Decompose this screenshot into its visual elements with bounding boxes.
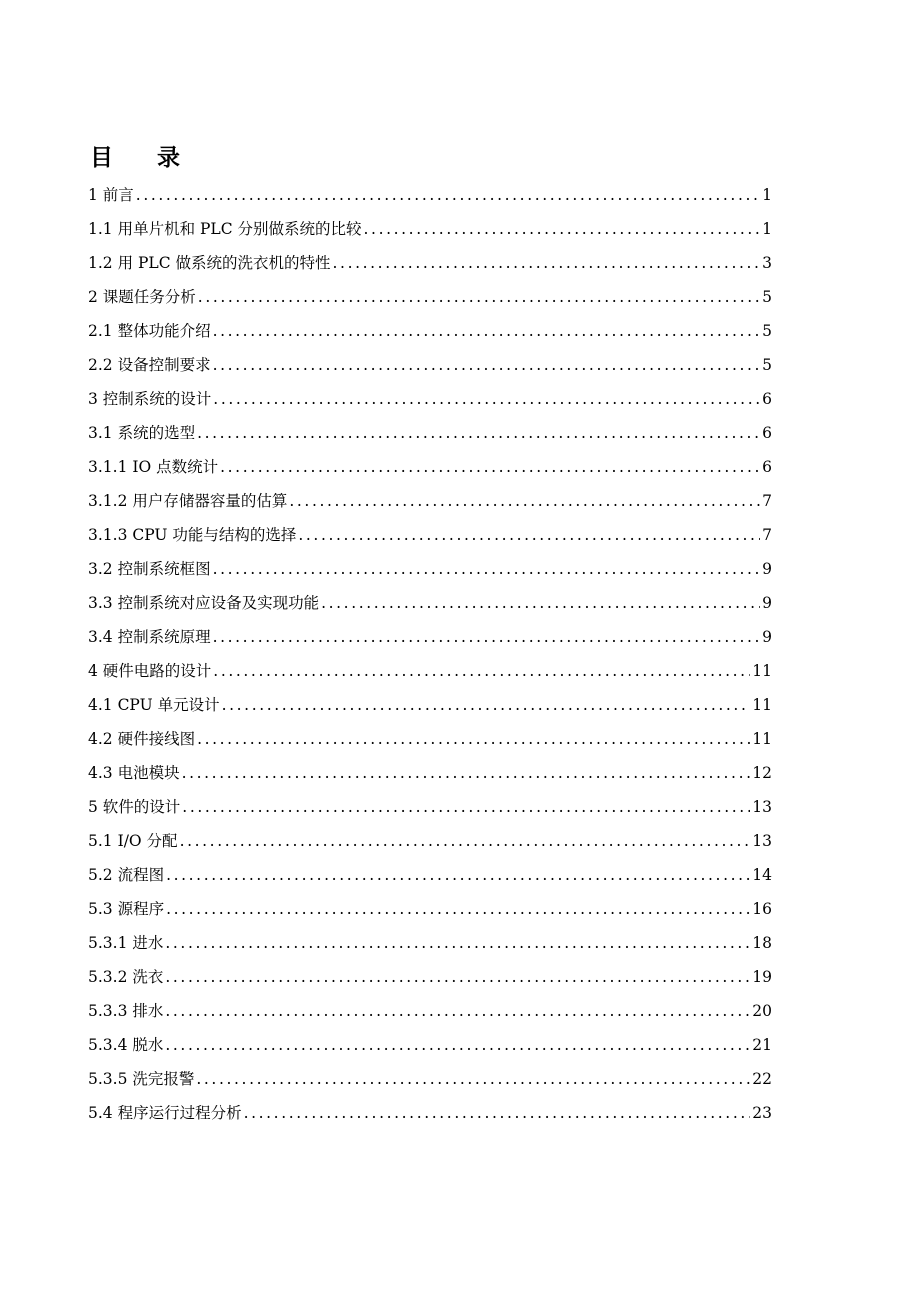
toc-entry-label: 5.4 程序运行过程分析	[88, 1104, 242, 1122]
toc-entry[interactable]	[88, 994, 772, 1028]
toc-entry-page-number: 19	[752, 968, 772, 986]
toc-entry[interactable]	[88, 518, 772, 552]
toc-entry[interactable]	[88, 314, 772, 348]
toc-entry-page-number: 5	[762, 356, 772, 374]
toc-entry-page-number: 3	[762, 254, 772, 272]
toc-entry[interactable]	[88, 246, 772, 280]
toc-entry-label: 5.3.2 洗衣	[88, 968, 164, 986]
toc-dot-leader	[198, 280, 760, 314]
toc-entry[interactable]	[88, 688, 772, 722]
toc-entry-page-number: 6	[762, 458, 772, 476]
toc-entry[interactable]	[88, 620, 772, 654]
toc-entry[interactable]	[88, 926, 772, 960]
toc-entry[interactable]	[88, 654, 772, 688]
toc-entry-page-number: 6	[762, 424, 772, 442]
toc-entry[interactable]	[88, 824, 772, 858]
toc-entry-page-number: 5	[762, 322, 772, 340]
toc-entry-label: 1.2 用 PLC 做系统的洗衣机的特性	[88, 254, 331, 272]
toc-entry[interactable]	[88, 1096, 772, 1130]
toc-entry-label: 4 硬件电路的设计	[88, 662, 212, 680]
toc-dot-leader	[182, 756, 751, 790]
toc-entry-page-number: 11	[752, 662, 772, 680]
toc-entry-label: 5.3 源程序	[88, 900, 165, 918]
toc-entry-label: 3.1.2 用户存储器容量的估算	[88, 492, 288, 510]
toc-dot-leader	[220, 450, 760, 484]
toc-entry[interactable]	[88, 858, 772, 892]
toc-entry-page-number: 21	[752, 1036, 772, 1054]
toc-dot-leader	[244, 1096, 751, 1130]
toc-dot-leader	[166, 892, 750, 926]
toc-entry[interactable]	[88, 586, 772, 620]
toc-entry-label: 4.2 硬件接线图	[88, 730, 196, 748]
toc-entry-label: 3.4 控制系统原理	[88, 628, 211, 646]
toc-dot-leader	[180, 824, 751, 858]
toc-entry-label: 5.3.4 脱水	[88, 1036, 164, 1054]
toc-entry[interactable]	[88, 280, 772, 314]
toc-entry-page-number: 12	[752, 764, 772, 782]
toc-entry-page-number: 22	[752, 1070, 772, 1088]
toc-entry[interactable]	[88, 178, 772, 212]
toc-entry-label: 5.3.3 排水	[88, 1002, 164, 1020]
toc-list	[88, 178, 772, 1130]
toc-dot-leader	[213, 552, 761, 586]
toc-entry[interactable]	[88, 960, 772, 994]
toc-entry-label: 3 控制系统的设计	[88, 390, 212, 408]
toc-title: 目 录	[90, 145, 199, 171]
toc-entry-page-number: 9	[762, 560, 772, 578]
toc-entry[interactable]	[88, 484, 772, 518]
toc-dot-leader	[197, 416, 760, 450]
toc-entry-page-number: 1	[762, 220, 772, 238]
toc-entry[interactable]	[88, 892, 772, 926]
toc-entry-page-number: 11	[752, 730, 772, 748]
toc-dot-leader	[197, 722, 750, 756]
toc-dot-leader	[165, 1028, 750, 1062]
toc-dot-leader	[182, 790, 750, 824]
toc-entry-page-number: 13	[752, 798, 772, 816]
toc-dot-leader	[196, 1062, 750, 1096]
toc-dot-leader	[213, 314, 761, 348]
toc-entry-page-number: 16	[752, 900, 772, 918]
toc-entry-label: 2.2 设备控制要求	[88, 356, 211, 374]
toc-dot-leader	[289, 484, 760, 518]
toc-dot-leader	[165, 960, 750, 994]
toc-entry-page-number: 7	[762, 526, 772, 544]
toc-dot-leader	[298, 518, 760, 552]
toc-entry-page-number: 9	[762, 628, 772, 646]
toc-entry-page-number: 23	[752, 1104, 772, 1122]
toc-dot-leader	[213, 620, 761, 654]
toc-entry-label: 3.2 控制系统框图	[88, 560, 211, 578]
toc-dot-leader	[213, 382, 760, 416]
toc-entry-label: 3.1.1 IO 点数统计	[88, 458, 219, 476]
toc-entry[interactable]	[88, 382, 772, 416]
toc-dot-leader	[165, 994, 750, 1028]
toc-entry-page-number: 9	[762, 594, 772, 612]
toc-entry-label: 1 前言	[88, 186, 134, 204]
toc-entry[interactable]	[88, 212, 772, 246]
toc-entry-label: 2 课题任务分析	[88, 288, 196, 306]
toc-entry-page-number: 13	[752, 832, 772, 850]
toc-dot-leader	[166, 858, 750, 892]
toc-entry[interactable]	[88, 416, 772, 450]
toc-entry-label: 3.3 控制系统对应设备及实现功能	[88, 594, 320, 612]
toc-dot-leader	[333, 246, 761, 280]
toc-entry-label: 5.2 流程图	[88, 866, 165, 884]
toc-entry[interactable]	[88, 348, 772, 382]
toc-entry-page-number: 1	[762, 186, 772, 204]
toc-dot-leader	[364, 212, 761, 246]
toc-dot-leader	[213, 654, 750, 688]
toc-entry[interactable]	[88, 1028, 772, 1062]
toc-entry[interactable]	[88, 450, 772, 484]
toc-entry-page-number: 7	[762, 492, 772, 510]
toc-entry-label: 2.1 整体功能介绍	[88, 322, 211, 340]
toc-dot-leader	[222, 688, 751, 722]
toc-entry-page-number: 5	[762, 288, 772, 306]
toc-dot-leader	[213, 348, 761, 382]
toc-entry-page-number: 18	[752, 934, 772, 952]
toc-entry-page-number: 11	[752, 696, 772, 714]
toc-entry-label: 4.1 CPU 单元设计	[88, 696, 220, 714]
toc-entry[interactable]	[88, 756, 772, 790]
toc-entry-label: 5.3.5 洗完报警	[88, 1070, 195, 1088]
toc-entry-label: 5.1 I/O 分配	[88, 832, 178, 850]
toc-entry-label: 1.1 用单片机和 PLC 分别做系统的比较	[88, 220, 362, 238]
toc-entry[interactable]	[88, 722, 772, 756]
toc-entry-label: 4.3 电池模块	[88, 764, 180, 782]
toc-entry[interactable]	[88, 1062, 772, 1096]
toc-dot-leader	[165, 926, 750, 960]
toc-entry-label: 3.1.3 CPU 功能与结构的选择	[88, 526, 297, 544]
toc-entry[interactable]	[88, 790, 772, 824]
toc-entry-page-number: 6	[762, 390, 772, 408]
toc-entry-label: 5 软件的设计	[88, 798, 181, 816]
toc-entry-page-number: 20	[752, 1002, 772, 1020]
toc-dot-leader	[136, 178, 760, 212]
toc-entry-label: 5.3.1 进水	[88, 934, 164, 952]
toc-entry-page-number: 14	[752, 866, 772, 884]
toc-entry-label: 3.1 系统的选型	[88, 424, 196, 442]
toc-entry[interactable]	[88, 552, 772, 586]
toc-dot-leader	[321, 586, 760, 620]
